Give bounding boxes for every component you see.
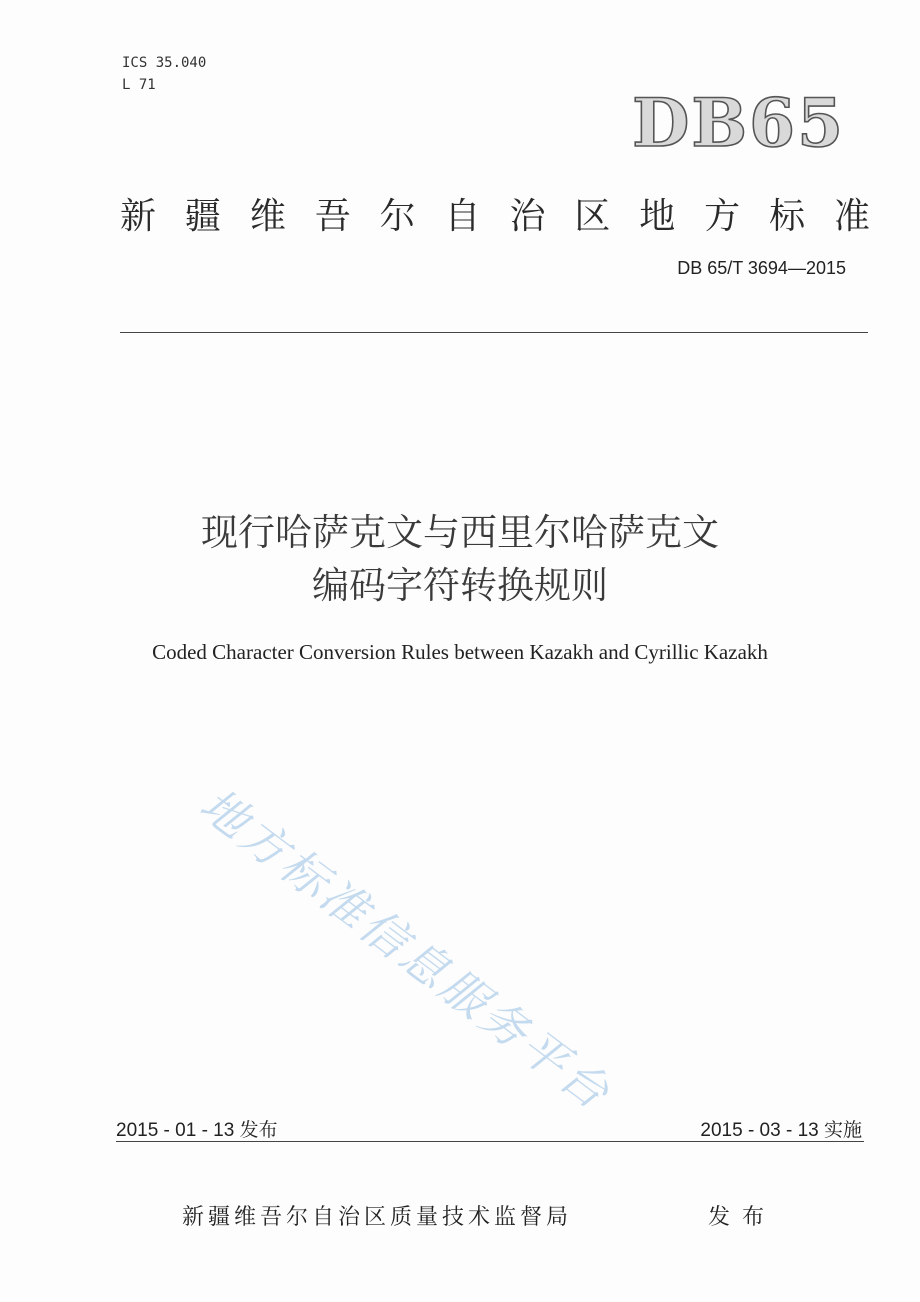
- heading-char: 准: [833, 196, 870, 237]
- publish-date: 2015 - 01 - 13 发布: [116, 1120, 278, 1141]
- heading-char: 标: [769, 196, 806, 237]
- ics-code: ICS 35.040: [122, 55, 207, 71]
- title-line-1: 现行哈萨克文与西里尔哈萨克文: [201, 511, 719, 554]
- issue-label: 发布: [708, 1205, 777, 1230]
- db65-logo: DB65: [632, 84, 845, 162]
- watermark: 地方标准信息服务平台: [190, 777, 622, 1122]
- chinese-title: [0, 506, 920, 612]
- standard-type-heading: [120, 188, 870, 239]
- heading-char: 地: [639, 196, 676, 237]
- heading-char: 疆: [184, 196, 221, 237]
- ccs-code: L 71: [122, 77, 156, 93]
- heading-char: 区: [574, 196, 611, 237]
- heading-char: 尔: [379, 196, 416, 237]
- classification-codes: [122, 52, 206, 96]
- heading-char: 新: [120, 196, 157, 237]
- heading-char: 治: [509, 196, 546, 237]
- implement-date: 2015 - 03 - 13 实施: [700, 1120, 862, 1141]
- title-line-2: 编码字符转换规则: [312, 564, 608, 607]
- standard-code: DB 65/T 3694—2015: [677, 258, 846, 278]
- heading-char: 方: [704, 196, 741, 237]
- top-divider: [120, 332, 868, 333]
- heading-char: 维: [249, 196, 286, 237]
- heading-char: 吾: [314, 196, 351, 237]
- bottom-divider: [116, 1141, 864, 1142]
- issuing-authority: 新疆维吾尔自治区质量技术监督局: [182, 1205, 573, 1230]
- english-title: Coded Character Conversion Rules between Kazakh and Cyrillic Kazakh: [152, 640, 768, 664]
- heading-char: 自: [444, 196, 481, 237]
